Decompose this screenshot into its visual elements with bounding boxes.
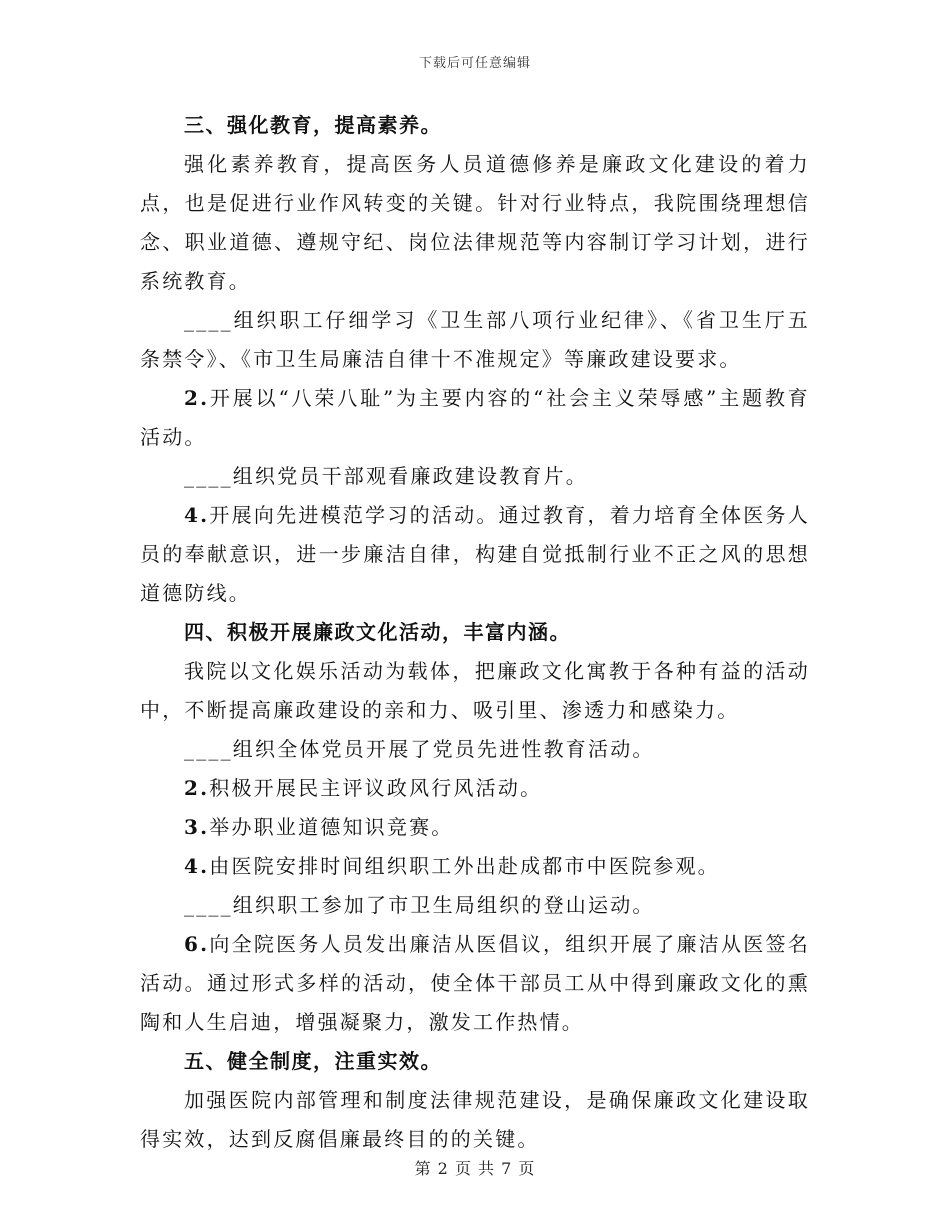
numbered-item — [140, 769, 810, 808]
section-heading-4: 四、积极开展廉政文化活动，丰富内涵。 — [184, 620, 571, 644]
item-text: 由医院安排时间组织职工外出赴成都市中医院参观。 — [209, 854, 720, 878]
item-number: 4. — [184, 854, 210, 878]
section-heading-3: 三、强化教育，提高素养。 — [184, 113, 442, 137]
item-text: 开展向先进模范学习的活动。通过教育，着力培育全体医务人员的奉献意识，进一步廉洁自律，构建自觉抵制行业不正之风的思想道德防线。 — [140, 503, 810, 605]
paragraph: ____组织职工参加了市卫生局组织的登山运动。 — [184, 893, 655, 917]
item-text: 积极开展民主评议政风行风活动。 — [209, 776, 543, 800]
item-text: 开展以“八荣八耻”为主要内容的“社会主义荣辱感”主题教育活动。 — [140, 386, 810, 449]
item-number: 2. — [184, 776, 210, 800]
numbered-item — [140, 496, 810, 613]
section-heading-5: 五、健全制度，注重实效。 — [184, 1049, 442, 1073]
item-number: 3. — [184, 815, 210, 839]
numbered-item — [140, 379, 810, 457]
item-number: 2. — [184, 386, 210, 410]
paragraph: ____组织党员干部观看廉政建设教育片。 — [184, 464, 588, 488]
item-number: 4. — [184, 503, 210, 527]
paragraph: 我院以文化娱乐活动为载体，把廉政文化寓教于各种有益的活动中，不断提高廉政建设的亲和力、吸引里、渗透力和感染力。 — [140, 659, 810, 722]
item-text: 举办职业道德知识竞赛。 — [209, 815, 454, 839]
numbered-item — [140, 847, 810, 886]
numbered-item — [140, 925, 810, 1042]
paragraph: 强化素养教育，提高医务人员道德修养是廉政文化建设的着力点，也是促进行业作风转变的关键。针对行业特点，我院围绕理想信念、职业道德、遵规守纪、岗位法律规范等内容制订学习计划，进行系统教育。 — [140, 152, 810, 293]
document-body — [140, 106, 810, 1159]
page-footer: 第 2 页 共 7 页 — [414, 1159, 536, 1178]
paragraph: 加强医院内部管理和制度法律规范建设，是确保廉政文化建设取得实效，达到反腐倡廉最终目的的关键。 — [140, 1088, 810, 1151]
paragraph: ____组织全体党员开展了党员先进性教育活动。 — [184, 737, 655, 761]
paragraph: ____组织职工仔细学习《卫生部八项行业纪律》、《省卫生厅五条禁令》、《市卫生局廉洁自律十不准规定》等廉政建设要求。 — [140, 308, 810, 371]
numbered-item — [140, 808, 810, 847]
item-text: 向全院医务人员发出廉洁从医倡议，组织开展了廉洁从医签名活动。通过形式多样的活动，使全体干部员工从中得到廉政文化的熏陶和人生启迪，增强凝聚力，激发工作热情。 — [140, 932, 810, 1034]
header-note: 下载后可任意编辑 — [418, 56, 531, 71]
item-number: 6. — [184, 932, 210, 956]
